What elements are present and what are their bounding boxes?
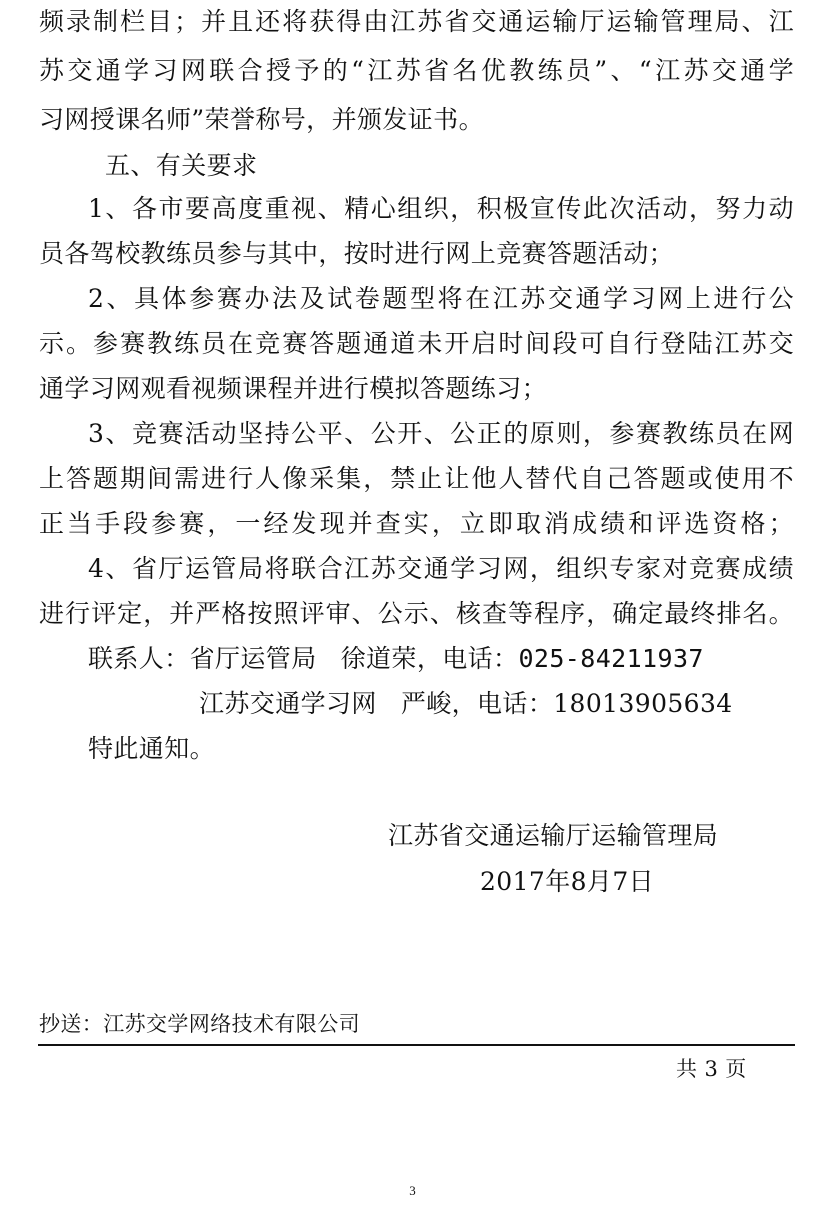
signature-date: 2017年8月7日 (480, 867, 655, 896)
body-text-line: 苏交通学习网联合授予的“江苏省名优教练员”、“江苏交通学 (39, 56, 794, 85)
contact-phone-label: 电话： (442, 644, 519, 673)
contact-label: 联系人： (88, 644, 190, 673)
requirement-item-3-line: 正当手段参赛，一经发现并查实，立即取消成绩和评选资格； (39, 509, 794, 538)
cc-label: 抄送： (39, 1012, 104, 1036)
contact-name: 徐道荣 (340, 644, 417, 673)
footer-divider (38, 1044, 795, 1046)
requirement-item-3-line: 上答题期间需进行人像采集，禁止让他人替代自己答题或使用不 (39, 464, 794, 493)
requirement-item-2-line: 示。参赛教练员在竞赛答题通道未开启时间段可自行登陆江苏交 (39, 329, 794, 358)
contact-phone-label: 电话： (477, 689, 554, 718)
requirement-item-4-line: 进行评定，并严格按照评审、公示、核查等程序，确定最终排名。 (39, 599, 794, 628)
requirement-item-2-line: 2、具体参赛办法及试卷题型将在江苏交通学习网上进行公 (88, 284, 794, 313)
contact-phone: 18013905634 (553, 689, 733, 718)
contact-org: 省厅运管局 (189, 644, 317, 673)
cc-line (39, 1008, 360, 1040)
body-text-line: 频录制栏目；并且还将获得由江苏省交通运输厅运输管理局、江 (39, 7, 794, 36)
total-pages: 共 3 页 (676, 1057, 747, 1081)
section-heading: 五、有关要求 (105, 151, 258, 180)
requirement-item-1-line: 1、各市要高度重视、精心组织，积极宣传此次活动，努力动 (88, 194, 794, 223)
contact-line-1: 联系人：省厅运管局 徐道荣，电话：025-84211937 (88, 644, 704, 673)
closing-text: 特此通知。 (88, 734, 216, 763)
contact-phone: 025-84211937 (518, 644, 704, 673)
requirement-item-4-line: 4、省厅运管局将联合江苏交通学习网，组织专家对竞赛成绩 (88, 554, 794, 583)
contact-org: 江苏交通学习网 (199, 689, 377, 718)
cc-recipient: 江苏交学网络技术有限公司 (103, 1012, 361, 1036)
signature-org: 江苏省交通运输厅运输管理局 (388, 821, 719, 850)
requirement-item-2-line: 通学习网观看视频课程并进行模拟答题练习； (39, 374, 548, 403)
requirement-item-1-line: 员各驾校教练员参与其中，按时进行网上竞赛答题活动； (39, 239, 675, 268)
contact-line-2: 江苏交通学习网 严峻，电话：18013905634 (199, 689, 733, 718)
page-number: 3 (409, 1183, 416, 1198)
requirement-item-3-line: 3、竞赛活动坚持公平、公开、公正的原则，参赛教练员在网 (88, 419, 794, 448)
body-text-line: 习网授课名师”荣誉称号，并颁发证书。 (39, 105, 484, 134)
contact-name: 严峻 (400, 689, 452, 718)
